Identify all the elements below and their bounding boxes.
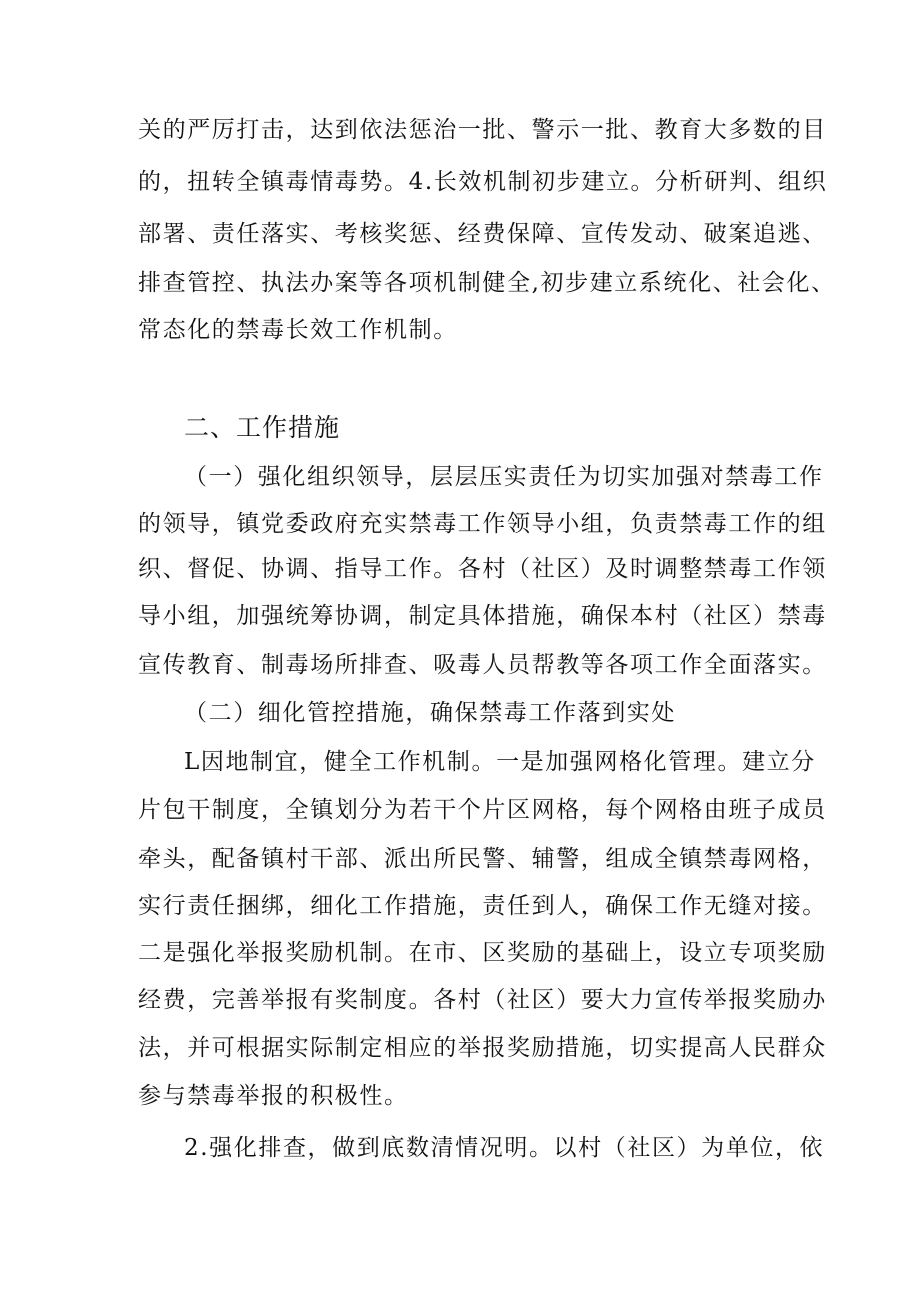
text-line: 导小组，加强统筹协调，制定具体措施，确保本村（社区）禁毒 — [138, 603, 827, 629]
text-line: 关的严厉打击，达到依法惩治一批、警示一批、教育大多数的目 — [138, 117, 827, 143]
text-line: 排查管控、执法办案等各项机制健全,初步建立系统化、社会化、 — [138, 270, 836, 296]
text-line: （一）强化组织领导，层层压实责任为切实加强对禁毒工作 — [184, 464, 824, 490]
subsection-title: （二）细化管控措施，确保禁毒工作落到实处 — [184, 700, 676, 726]
text-line: 的，扭转全镇毒情毒势。4.长效机制初步建立。分析研判、组织 — [138, 169, 828, 195]
text-line: L因地制宜，健全工作机制。一是加强网格化管理。建立分 — [184, 749, 816, 775]
text-line: 部署、责任落实、考核奖惩、经费保障、宣传发动、破案追逃、 — [138, 221, 827, 247]
text-line: 牵头，配备镇村干部、派出所民警、辅警，组成全镇禁毒网格， — [138, 846, 827, 872]
text-line: 经费，完善举报有奖制度。各村（社区）要大力宣传举报奖励办 — [138, 987, 827, 1013]
text-line: 法，并可根据实际制定相应的举报奖励措施，切实提高人民群众 — [138, 1035, 827, 1061]
text-line: 织、督促、协调、指导工作。各村（社区）及时调整禁毒工作领 — [138, 556, 827, 582]
text-line: 实行责任捆绑，细化工作措施，责任到人，确保工作无缝对接。 — [138, 893, 827, 919]
text-line: 常态化的禁毒长效工作机制。 — [138, 317, 458, 343]
text-line: 2.强化排查，做到底数清情况明。以村（社区）为单位，依 — [184, 1135, 825, 1161]
section-heading: 二、工作措施 — [184, 413, 341, 442]
text-line: 二是强化举报奖励机制。在市、区奖励的基础上，设立专项奖励 — [138, 940, 827, 966]
text-line: 片包干制度，全镇划分为若干个片区网格，每个网格由班子成员 — [138, 797, 827, 823]
text-line: 的领导，镇党委政府充实禁毒工作领导小组，负责禁毒工作的组 — [138, 511, 827, 537]
text-line: 参与禁毒举报的积极性。 — [138, 1083, 409, 1109]
text-line: 宣传教育、制毒场所排查、吸毒人员帮教等各项工作全面落实。 — [138, 652, 827, 678]
